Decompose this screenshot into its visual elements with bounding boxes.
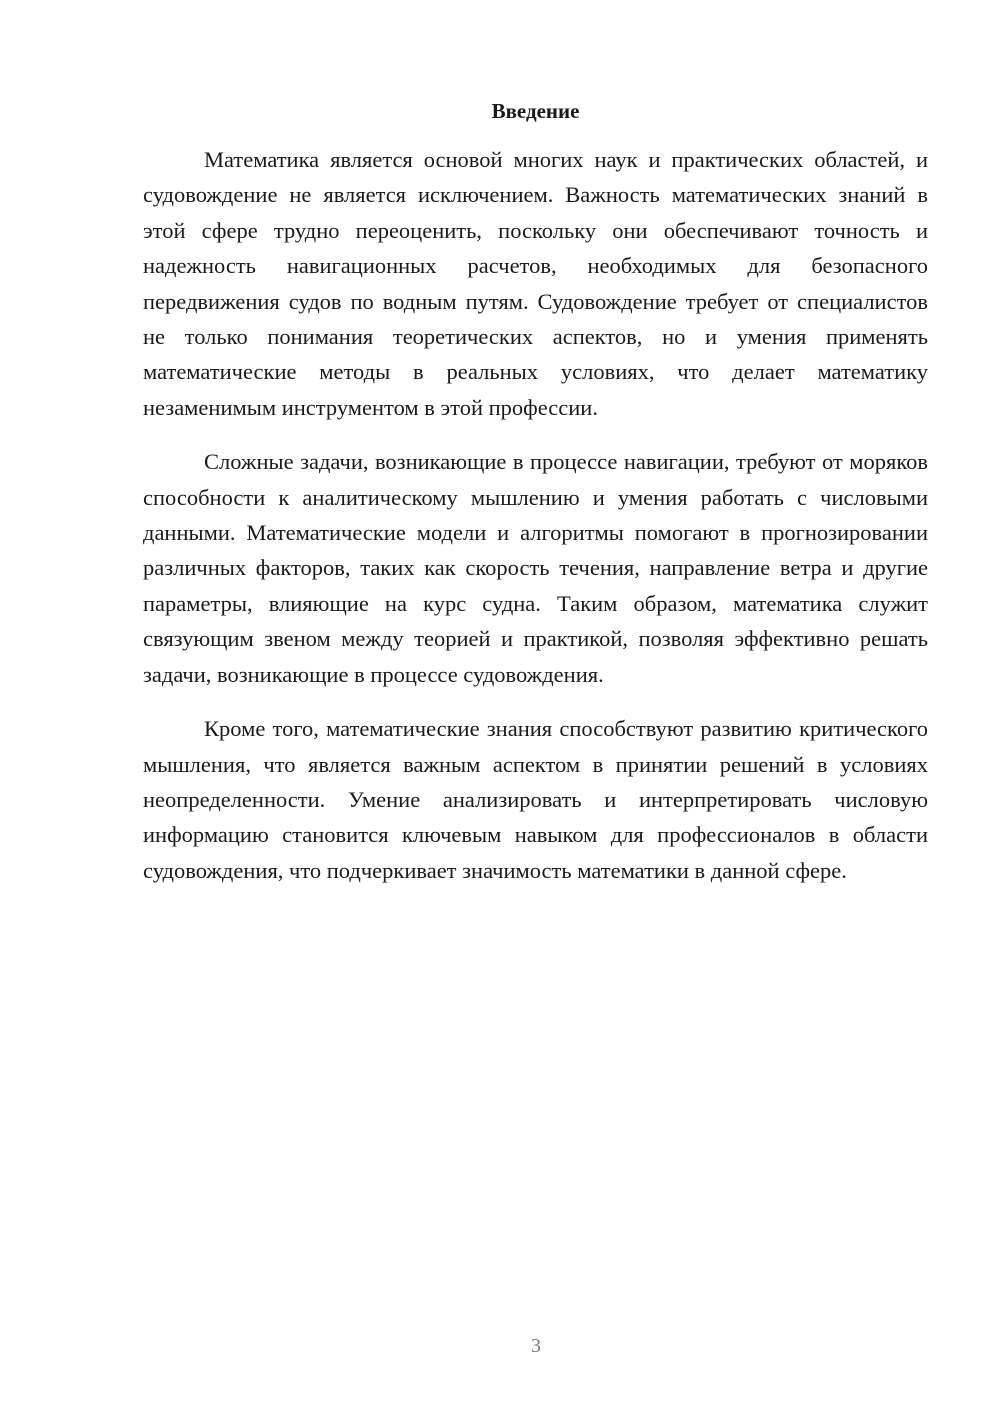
section-heading: Введение: [491, 99, 580, 123]
page-number: 3: [531, 1335, 541, 1357]
paragraph-2: Сложные задачи, возникающие в процессе навигации, требуют от моряков способности к аналитическому мышлению и умения работать с числовыми данными. Математические модели и алгоритмы помогают в прогнозировании различных факторов, таких как скорость течения, направление ветра и другие параметры, влияющие на курс судна. Таким образом, математика служит связующим звеном между теорией и практикой, позволяя эффективно решать задачи, возникающие в процессе судовождения.: [143, 449, 928, 687]
paragraph-1: Математика является основой многих наук и практических областей, и судовождение не является исключением. Важность математических знаний в этой сфере трудно переоценить, поскольку они обеспечивают точность и надежность навигационных расчетов, необходимых для безопасного передвижения судов по водным путям. Судовождение требует от специалистов не только понимания теоретических аспектов, но и умения применять математические методы в реальных условиях, что делает математику незаменимым инструментом в этой профессии.: [143, 147, 928, 420]
paragraph-3: Кроме того, математические знания способствуют развитию критического мышления, что является важным аспектом в принятии решений в условиях неопределенности. Умение анализировать и интерпретировать числовую информацию становится ключевым навыком для профессионалов в области судовождения, что подчеркивает значимость математики в данной сфере.: [143, 716, 928, 883]
body-text: [143, 142, 928, 888]
